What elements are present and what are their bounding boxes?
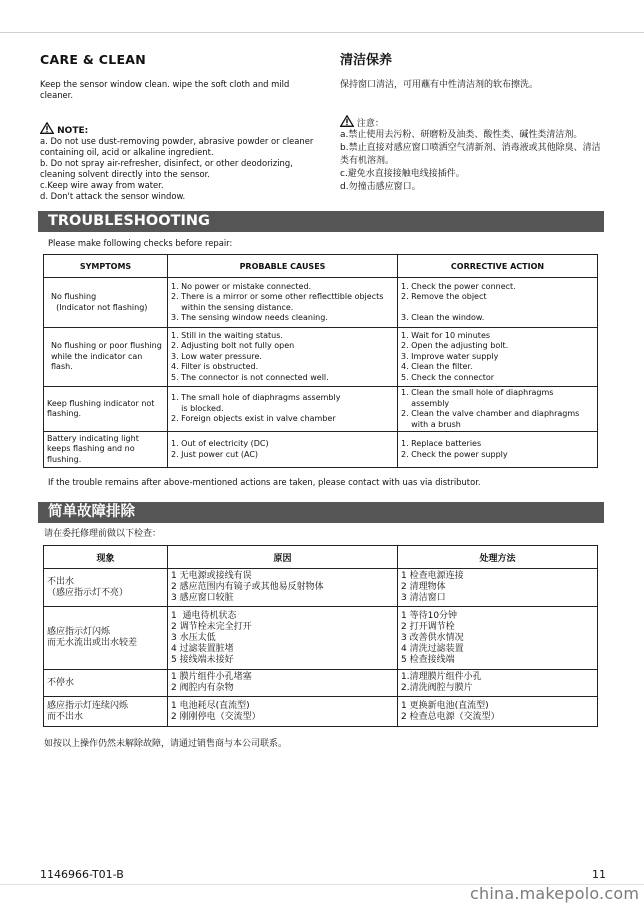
table-row [44,432,598,468]
header-probable-causes: PROBABLE CAUSES [168,255,398,278]
cause-cell: 1 膜片组件小孔堵塞 2 阀腔内有杂物 [168,670,398,697]
note-cn-d: d.勿撞击感应窗口。 [340,182,421,192]
symptom-cell: 感应指示灯连续闪烁 而不出水 [44,697,168,727]
care-clean-title-en: CARE & CLEAN [40,52,147,67]
care-clean-body-en: Keep the sensor window clean. wipe the soft cloth and mild cleaner. [40,79,290,100]
troubleshooting-intro-en: Please make following checks before repair: [48,238,233,248]
troubleshooting-title-cn: 简单故障排除 [38,502,604,523]
symptom-cell: Battery indicating light keeps flashing and no flushing. [44,432,168,468]
header-corrective-action: CORRECTIVE ACTION [398,255,598,278]
troubleshooting-footer-cn: 如按以上操作仍然未解除故障，请通过销售商与本公司联系。 [44,739,288,749]
troubleshooting-table-cn [43,545,598,727]
header-causes-cn: 原因 [168,546,398,569]
note-heading-cn [340,115,384,129]
cause-cell: 1 通电待机状态 2 调节栓未完全打开 3 水压太低 4 过滤装置脏堵 5 接线端未接好 [168,607,398,670]
action-cell: 1 更换新电池(直流型) 2 检查总电源（交流型） [398,697,598,727]
table-row [44,278,598,328]
cause-cell: 1. The small hole of diaphragms assembly is blocked. 2. Foreign objects exist in valve chamber [168,387,398,432]
troubleshooting-footer-en: If the trouble remains after above-mentioned actions are taken, please contact with uas via distributor. [48,477,481,487]
watermark-text: china.makepolo.com [470,884,640,903]
cause-cell: 1. No power or mistake connected. 2. There is a mirror or some other reflecttible objects within the sensing distance. 3. The sensing window needs cleaning. [168,278,398,328]
note-en-b: b. Do not spray air-refresher, disinfect, or other deodorizing, cleaning solvent directly into the sensor. [40,158,293,179]
note-en-c: c.Keep wire away from water. [40,180,164,190]
care-clean-title-cn: 清洁保养 [340,53,393,68]
action-cell: 1. Check the power connect. 2. Remove the object 3. Clean the window. [398,278,598,328]
action-cell: 1. Wait for 10 minutes 2. Open the adjusting bolt. 3. Improve water supply 4. Clean the filter. 5. Check the connector [398,328,598,387]
cause-cell: 1 无电源或接线有误 2 感应范围内有镜子或其他易反射物体 3 感应窗口较脏 [168,569,398,607]
header-symptoms: SYMPTOMS [44,255,168,278]
table-row [44,387,598,432]
notes-cn [340,129,602,194]
cause-cell: 1. Out of electricity (DC) 2. Just power cut (AC) [168,432,398,468]
symptom-cell: 感应指示灯闪烁 而无水流出或出水较差 [44,607,168,670]
table-header-row [44,546,598,569]
table-row [44,328,598,387]
page-number: 11 [592,868,606,881]
note-en-d: d. Don't attack the sensor window. [40,191,186,201]
note-label-cn: 注意： [356,119,384,129]
symptom-cell: No flushing (Indicator not flashing) [44,278,168,328]
document-code: 1146966-T01-B [40,868,124,881]
troubleshooting-table-en [43,254,598,468]
action-cell: 1. Clean the small hole of diaphragms assembly 2. Clean the valve chamber and diaphragms with a brush [398,387,598,432]
action-cell: 1 检查电源连接 2 清理物体 3 清洁窗口 [398,569,598,607]
note-cn-c: c.避免水直接接触电线接插件。 [340,169,465,179]
troubleshooting-intro-cn: 请在委托修理前做以下检查： [44,529,162,539]
action-cell: 1 等待10分钟 2 打开调节栓 3 改善供水情况 4 清洗过滤装置 5 检查接线端 [398,607,598,670]
cause-cell: 1 电池耗尽(直流型) 2 刚刚停电（交流型） [168,697,398,727]
symptom-cell: Keep flushing indicator not flashing. [44,387,168,432]
care-clean-body-cn: 保持窗口清洁，可用蘸有中性清洁剂的软布擦洗。 [340,80,539,90]
symptom-cell: 不出水 （感应指示灯不亮） [44,569,168,607]
table-row [44,607,598,670]
note-en-a: a. Do not use dust-removing powder, abrasive powder or cleaner containing oil, acid or alkaline ingredient. [40,136,314,157]
note-cn-a: a.禁止使用去污粉、研磨粉及油类、酸性类、碱性类清洁剂。 [340,130,583,140]
note-label-en: NOTE: [57,126,89,136]
top-rule [0,32,644,33]
troubleshooting-title-en: TROUBLESHOOTING [38,211,604,232]
notes-en [40,136,325,202]
symptom-cell: No flushing or poor flushing while the indicator can flash. [44,328,168,387]
note-cn-b: b.禁止直接对感应窗口喷洒空气清新剂、消毒液或其他除臭、清洁类有机溶剂。 [340,143,601,166]
action-cell: 1. Replace batteries 2. Check the power supply [398,432,598,468]
warning-triangle-icon [40,122,54,134]
table-header-row [44,255,598,278]
cause-cell: 1. Still in the waiting status. 2. Adjusting bolt not fully open 3. Low water pressure. 4. Filter is obstructed. 5. The connector is not connected well. [168,328,398,387]
note-heading-en [40,122,88,136]
header-symptoms-cn: 现象 [44,546,168,569]
header-actions-cn: 处理方法 [398,546,598,569]
action-cell: 1.清理膜片组件小孔 2.清洗阀腔与膜片 [398,670,598,697]
warning-triangle-icon [340,115,354,127]
table-row [44,697,598,727]
symptom-cell: 不停水 [44,670,168,697]
table-row [44,670,598,697]
table-row [44,569,598,607]
